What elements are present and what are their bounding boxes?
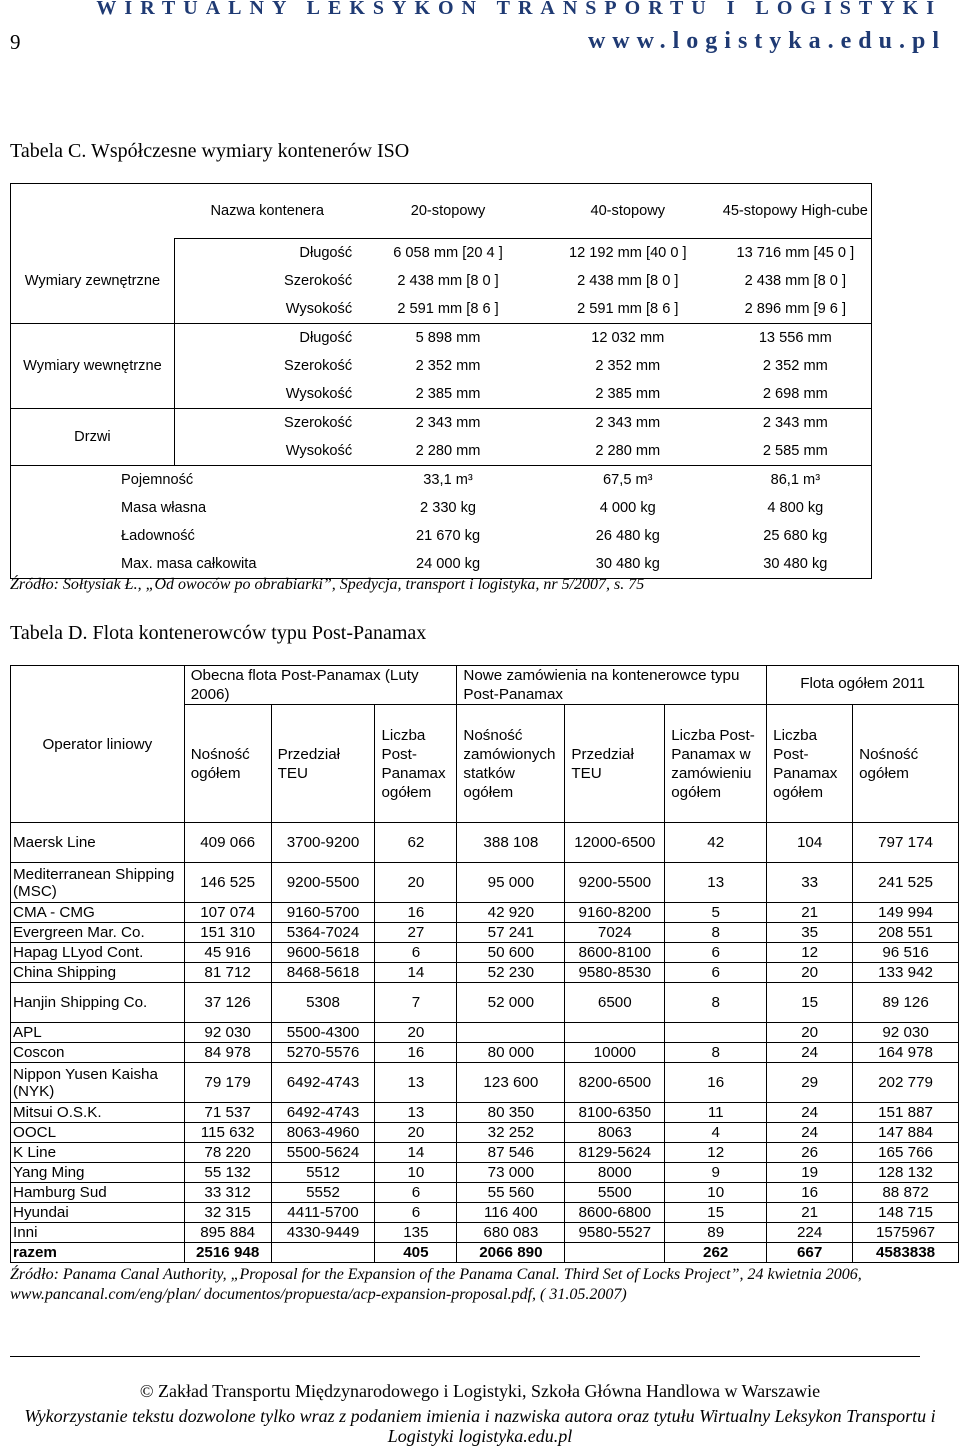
fleet-cell: 409 066 <box>184 823 271 863</box>
fleet-cell: 20 <box>767 963 853 983</box>
fleet-cell: 37 126 <box>184 983 271 1023</box>
fleet-cell: 26 <box>767 1143 853 1163</box>
operator-name: Hanjin Shipping Co. <box>11 983 185 1023</box>
fleet-cell: 79 179 <box>184 1063 271 1103</box>
fleet-cell: 6 <box>665 943 767 963</box>
fleet-table-body <box>11 823 959 1263</box>
fleet-cell: 13 <box>665 863 767 903</box>
row-label: Wysokość <box>174 437 360 466</box>
fleet-cell: 29 <box>767 1063 853 1103</box>
row-label: Wysokość <box>174 295 360 324</box>
fleet-cell: 14 <box>375 1143 457 1163</box>
cell-value: 67,5 m³ <box>536 466 720 495</box>
cell-value: 13 556 mm <box>720 324 872 353</box>
fleet-cell: 24 <box>767 1123 853 1143</box>
header-name-cell: Nazwa kontenera <box>174 184 360 239</box>
fleet-cell: 24 <box>767 1103 853 1123</box>
operator-name: Hapag LLyod Cont. <box>11 943 185 963</box>
fleet-cell: 128 132 <box>853 1163 959 1183</box>
footer-usage-note: Wykorzystanie tekstu dozwolone tylko wraz z podaniem imienia i nazwiska autora oraz tytułu Wirtualny Leksykon Transportu i Logistyki logistyka.edu.pl <box>24 1406 936 1446</box>
cell-value: 2 352 mm <box>595 358 661 374</box>
table-row <box>11 983 959 1023</box>
fleet-cell <box>271 1243 375 1263</box>
cell-value: 2 280 mm <box>595 443 661 459</box>
fleet-cell: 87 546 <box>457 1143 565 1163</box>
fleet-cell: 16 <box>767 1183 853 1203</box>
fleet-cell: 8200-6500 <box>565 1063 665 1103</box>
table-d-source: Źródło: Panama Canal Authority, „Proposal for the Expansion of the Panama Canal. Third Set of Locks Project”, 24 kwietnia 2006, www.pancanal.com/eng/plan/ documentos/propuesta/acp-expansion-proposal.pdf, ( 31.05.2007) <box>10 1266 862 1303</box>
fleet-cell: 21 <box>767 1203 853 1223</box>
footer-divider <box>10 1356 920 1357</box>
table-row <box>11 1203 959 1223</box>
cell-value: 21 670 kg <box>415 528 481 544</box>
table-row <box>11 1163 959 1183</box>
fleet-cell: 6 <box>375 1183 457 1203</box>
fleet-cell <box>565 1243 665 1263</box>
row-label: Masa własna <box>11 494 361 522</box>
fleet-cell: 4583838 <box>853 1243 959 1263</box>
row-label: Długość <box>174 239 360 268</box>
table-row <box>11 923 959 943</box>
fleet-cell: 8 <box>665 1043 767 1063</box>
group-doors: Drzwi <box>11 409 175 466</box>
fleet-cell: 202 779 <box>853 1063 959 1103</box>
fleet-cell: 133 942 <box>853 963 959 983</box>
cell-value: 2 698 mm <box>720 380 872 409</box>
fleet-cell: 224 <box>767 1223 853 1243</box>
footer-copyright: © Zakład Transportu Międzynarodowego i Logistyki, Szkoła Główna Handlowa w Warszawie <box>139 1381 821 1401</box>
operator-name: Hyundai <box>11 1203 185 1223</box>
cell-value: 12 032 mm <box>536 324 720 353</box>
fleet-cell: 7 <box>375 983 457 1023</box>
row-label: Długość <box>174 324 360 353</box>
header-20ft: 20-stopowy <box>360 184 536 239</box>
cell-value: 5 898 mm <box>360 324 536 353</box>
cell-value: 4 000 kg <box>599 500 656 516</box>
header-url: www.logistyka.edu.pl <box>587 28 946 54</box>
cell-value: 2 330 kg <box>420 500 477 516</box>
header-capacity-ordered: Nośność zamówionych statków ogółem <box>457 705 565 823</box>
fleet-cell: 5 <box>665 903 767 923</box>
fleet-cell: 151 887 <box>853 1103 959 1123</box>
fleet-cell: 8063-4960 <box>271 1123 375 1143</box>
fleet-cell: 80 000 <box>457 1043 565 1063</box>
fleet-cell: 5512 <box>271 1163 375 1183</box>
fleet-cell: 20 <box>375 863 457 903</box>
fleet-cell: 405 <box>375 1243 457 1263</box>
fleet-cell: 10 <box>375 1163 457 1183</box>
operator-name: Maersk Line <box>11 823 185 863</box>
fleet-cell: 8600-6800 <box>565 1203 665 1223</box>
fleet-cell: 5364-7024 <box>271 923 375 943</box>
fleet-cell: 11 <box>665 1103 767 1123</box>
fleet-cell: 20 <box>375 1023 457 1043</box>
fleet-cell: 208 551 <box>853 923 959 943</box>
header-current-fleet: Obecna flota Post-Panamax (Luty 2006) <box>184 666 457 705</box>
fleet-cell: 123 600 <box>457 1063 565 1103</box>
fleet-cell: 8100-6350 <box>565 1103 665 1123</box>
operator-name: Mediterranean Shipping (MSC) <box>11 863 185 903</box>
fleet-cell: 12000-6500 <box>565 823 665 863</box>
fleet-cell: 20 <box>767 1023 853 1043</box>
fleet-cell: 71 537 <box>184 1103 271 1123</box>
fleet-cell: 241 525 <box>853 863 959 903</box>
fleet-cell <box>457 1023 565 1043</box>
table-row <box>11 1183 959 1203</box>
cell-value: 2 438 mm [8 0 ] <box>720 267 872 295</box>
fleet-cell: 151 310 <box>184 923 271 943</box>
table-row <box>11 1143 959 1163</box>
cell-value: 24 000 kg <box>360 550 536 579</box>
operator-name: China Shipping <box>11 963 185 983</box>
fleet-cell: 10 <box>665 1183 767 1203</box>
header-count-2011: Liczba Post-Panamax ogółem <box>767 705 853 823</box>
fleet-cell: 84 978 <box>184 1043 271 1063</box>
cell-value: 86,1 m³ <box>720 466 872 495</box>
post-panamax-fleet-table <box>10 665 959 1263</box>
fleet-cell: 9200-5500 <box>565 863 665 903</box>
fleet-cell: 148 715 <box>853 1203 959 1223</box>
header-40ft: 40-stopowy <box>536 184 720 239</box>
cell-value: 13 716 mm [45 0 ] <box>720 239 872 268</box>
table-row <box>11 1063 959 1103</box>
fleet-cell: 33 <box>767 863 853 903</box>
fleet-cell: 32 252 <box>457 1123 565 1143</box>
table-d-caption: Tabela D. Flota kontenerowców typu Post-Panamax <box>10 622 427 644</box>
operator-name: OOCL <box>11 1123 185 1143</box>
fleet-cell: 1575967 <box>853 1223 959 1243</box>
fleet-cell: 16 <box>375 1043 457 1063</box>
fleet-cell: 15 <box>767 983 853 1023</box>
fleet-cell: 13 <box>375 1103 457 1123</box>
group-internal: Wymiary wewnętrzne <box>11 324 175 409</box>
cell-value: 2 591 mm [8 6 ] <box>577 301 679 317</box>
cell-value: 2 343 mm <box>360 409 536 438</box>
operator-name: Yang Ming <box>11 1163 185 1183</box>
operator-name: Evergreen Mar. Co. <box>11 923 185 943</box>
cell-value: 2 585 mm <box>720 437 872 466</box>
table-row <box>11 963 959 983</box>
fleet-cell: 4411-5700 <box>271 1203 375 1223</box>
fleet-cell: 95 000 <box>457 863 565 903</box>
fleet-cell: 5500 <box>565 1183 665 1203</box>
fleet-cell: 5308 <box>271 983 375 1023</box>
operator-name: Hamburg Sud <box>11 1183 185 1203</box>
header-new-orders: Nowe zamówienia na kontenerowce typu Post-Panamax <box>457 666 767 705</box>
cell-value: 12 192 mm [40 0 ] <box>536 239 720 268</box>
fleet-cell: 680 083 <box>457 1223 565 1243</box>
row-label: Szerokość <box>174 267 360 295</box>
fleet-cell: 6492-4743 <box>271 1063 375 1103</box>
header-45ft: 45-stopowy High-cube <box>720 184 872 239</box>
fleet-cell: 388 108 <box>457 823 565 863</box>
fleet-cell: 55 132 <box>184 1163 271 1183</box>
fleet-cell: 21 <box>767 903 853 923</box>
table-row <box>11 1043 959 1063</box>
cell-value: 4 800 kg <box>720 494 872 522</box>
row-label: Ładowność <box>11 522 361 550</box>
fleet-cell: 8000 <box>565 1163 665 1183</box>
fleet-cell: 6 <box>375 943 457 963</box>
fleet-cell: 164 978 <box>853 1043 959 1063</box>
cell-value: 2 385 mm <box>415 386 481 402</box>
header-name <box>11 184 175 239</box>
cell-value: 2 896 mm [9 6 ] <box>720 295 872 324</box>
fleet-cell: 149 994 <box>853 903 959 923</box>
fleet-cell: 78 220 <box>184 1143 271 1163</box>
fleet-cell: 13 <box>375 1063 457 1103</box>
header-capacity-total: Nośność ogółem <box>184 705 271 823</box>
cell-value: 25 680 kg <box>720 522 872 550</box>
fleet-cell: 6500 <box>565 983 665 1023</box>
fleet-cell: 5500-4300 <box>271 1023 375 1043</box>
cell-value: 2 343 mm <box>536 409 720 438</box>
fleet-cell: 147 884 <box>853 1123 959 1143</box>
fleet-cell: 8 <box>665 983 767 1023</box>
fleet-cell: 104 <box>767 823 853 863</box>
cell-value: 2 438 mm [8 0 ] <box>577 273 679 289</box>
fleet-cell: 89 <box>665 1223 767 1243</box>
fleet-cell: 6 <box>665 963 767 983</box>
fleet-cell: 81 712 <box>184 963 271 983</box>
fleet-cell: 4330-9449 <box>271 1223 375 1243</box>
cell-value: 2 343 mm <box>720 409 872 438</box>
fleet-cell: 35 <box>767 923 853 943</box>
cell-value: 2 438 mm [8 0 ] <box>397 273 499 289</box>
fleet-cell <box>665 1023 767 1043</box>
row-label: Szerokość <box>174 409 360 438</box>
fleet-cell: 797 174 <box>853 823 959 863</box>
row-label: Wysokość <box>174 380 360 409</box>
fleet-cell: 57 241 <box>457 923 565 943</box>
fleet-cell: 9200-5500 <box>271 863 375 903</box>
fleet-cell: 5500-5624 <box>271 1143 375 1163</box>
table-row <box>11 1123 959 1143</box>
fleet-cell: 5270-5576 <box>271 1043 375 1063</box>
fleet-cell: 52 000 <box>457 983 565 1023</box>
fleet-cell: 9580-5527 <box>565 1223 665 1243</box>
fleet-cell: 12 <box>665 1143 767 1163</box>
table-row <box>11 903 959 923</box>
operator-name: APL <box>11 1023 185 1043</box>
fleet-cell: 6492-4743 <box>271 1103 375 1123</box>
operator-name: Coscon <box>11 1043 185 1063</box>
fleet-cell: 24 <box>767 1043 853 1063</box>
operator-name: Mitsui O.S.K. <box>11 1103 185 1123</box>
fleet-cell: 9580-8530 <box>565 963 665 983</box>
row-label: Pojemność <box>11 466 361 495</box>
table-row <box>11 1223 959 1243</box>
header-count-ordered: Liczba Post-Panamax w zamówieniu ogółem <box>665 705 767 823</box>
fleet-cell: 262 <box>665 1243 767 1263</box>
fleet-cell: 115 632 <box>184 1123 271 1143</box>
table-row <box>11 943 959 963</box>
fleet-cell: 8 <box>665 923 767 943</box>
table-row <box>11 1103 959 1123</box>
table-c-caption: Tabela C. Współczesne wymiary kontenerów ISO <box>10 140 410 162</box>
fleet-cell: 92 030 <box>853 1023 959 1043</box>
fleet-cell: 6 <box>375 1203 457 1223</box>
fleet-cell: 32 315 <box>184 1203 271 1223</box>
fleet-cell: 9 <box>665 1163 767 1183</box>
fleet-cell: 5552 <box>271 1183 375 1203</box>
fleet-cell: 92 030 <box>184 1023 271 1043</box>
header-capacity-2011: Nośność ogółem <box>853 705 959 823</box>
table-row <box>11 823 959 863</box>
fleet-cell: 89 126 <box>853 983 959 1023</box>
fleet-cell: 14 <box>375 963 457 983</box>
row-label: Szerokość <box>174 352 360 380</box>
fleet-cell: 2516 948 <box>184 1243 271 1263</box>
cell-value: 2 280 mm <box>415 443 481 459</box>
table-row <box>11 863 959 903</box>
cell-value: 6 058 mm [20 4 ] <box>360 239 536 268</box>
fleet-cell: 42 920 <box>457 903 565 923</box>
header-teu-range-new: Przedział TEU <box>565 705 665 823</box>
fleet-cell: 165 766 <box>853 1143 959 1163</box>
fleet-cell: 9160-8200 <box>565 903 665 923</box>
header-operator: Operator liniowy <box>11 666 185 823</box>
operator-name: Nippon Yusen Kaisha (NYK) <box>11 1063 185 1103</box>
fleet-cell: 96 516 <box>853 943 959 963</box>
fleet-cell: 33 312 <box>184 1183 271 1203</box>
cell-value: 2 352 mm <box>720 352 872 380</box>
operator-name: K Line <box>11 1143 185 1163</box>
table-row <box>11 1023 959 1043</box>
fleet-cell: 135 <box>375 1223 457 1243</box>
fleet-cell: 16 <box>665 1063 767 1103</box>
header-count-pp: Liczba Post-Panamax ogółem <box>375 705 457 823</box>
header-title: WIRTUALNY LEKSYKON TRANSPORTU I LOGISTYKI <box>96 0 942 19</box>
fleet-cell: 895 884 <box>184 1223 271 1243</box>
fleet-cell: 88 872 <box>853 1183 959 1203</box>
fleet-cell: 116 400 <box>457 1203 565 1223</box>
fleet-cell <box>565 1023 665 1043</box>
cell-value: 33,1 m³ <box>360 466 536 495</box>
page-number: 9 <box>10 30 21 54</box>
fleet-cell: 7024 <box>565 923 665 943</box>
table-row <box>11 1243 959 1263</box>
fleet-cell: 3700-9200 <box>271 823 375 863</box>
table-c-source: Źródło: Sołtysiak Ł., „Od owoców po obrabiarki”, Spedycja, transport i logistyka, nr 5/2007, s. 75 <box>10 576 645 593</box>
fleet-cell: 45 916 <box>184 943 271 963</box>
fleet-cell: 15 <box>665 1203 767 1223</box>
cell-value: 2 591 mm [8 6 ] <box>397 301 499 317</box>
operator-name: razem <box>11 1243 185 1263</box>
operator-name: CMA - CMG <box>11 903 185 923</box>
fleet-cell: 12 <box>767 943 853 963</box>
fleet-cell: 19 <box>767 1163 853 1183</box>
fleet-cell: 8468-5618 <box>271 963 375 983</box>
cell-value: 30 480 kg <box>720 550 872 579</box>
fleet-cell: 50 600 <box>457 943 565 963</box>
container-dimensions-table <box>10 183 872 579</box>
fleet-cell: 55 560 <box>457 1183 565 1203</box>
fleet-cell: 27 <box>375 923 457 943</box>
fleet-cell: 73 000 <box>457 1163 565 1183</box>
fleet-cell: 2066 890 <box>457 1243 565 1263</box>
cell-value: 26 480 kg <box>595 528 660 544</box>
fleet-cell: 146 525 <box>184 863 271 903</box>
operator-name: Inni <box>11 1223 185 1243</box>
fleet-cell: 9600-5618 <box>271 943 375 963</box>
fleet-cell: 62 <box>375 823 457 863</box>
fleet-cell: 80 350 <box>457 1103 565 1123</box>
fleet-cell: 8129-5624 <box>565 1143 665 1163</box>
fleet-cell: 42 <box>665 823 767 863</box>
fleet-cell: 52 230 <box>457 963 565 983</box>
cell-value: 2 352 mm <box>415 358 481 374</box>
fleet-cell: 20 <box>375 1123 457 1143</box>
fleet-cell: 4 <box>665 1123 767 1143</box>
fleet-cell: 8600-8100 <box>565 943 665 963</box>
cell-value: 2 385 mm <box>595 386 661 402</box>
header-teu-range: Przedział TEU <box>271 705 375 823</box>
fleet-cell: 10000 <box>565 1043 665 1063</box>
group-external: Wymiary zewnętrzne <box>11 239 175 324</box>
fleet-cell: 9160-5700 <box>271 903 375 923</box>
fleet-cell: 8063 <box>565 1123 665 1143</box>
row-label: Max. masa całkowita <box>11 550 361 579</box>
fleet-cell: 667 <box>767 1243 853 1263</box>
fleet-cell: 16 <box>375 903 457 923</box>
cell-value: 30 480 kg <box>536 550 720 579</box>
fleet-cell: 107 074 <box>184 903 271 923</box>
header-fleet-2011: Flota ogółem 2011 <box>767 666 959 705</box>
